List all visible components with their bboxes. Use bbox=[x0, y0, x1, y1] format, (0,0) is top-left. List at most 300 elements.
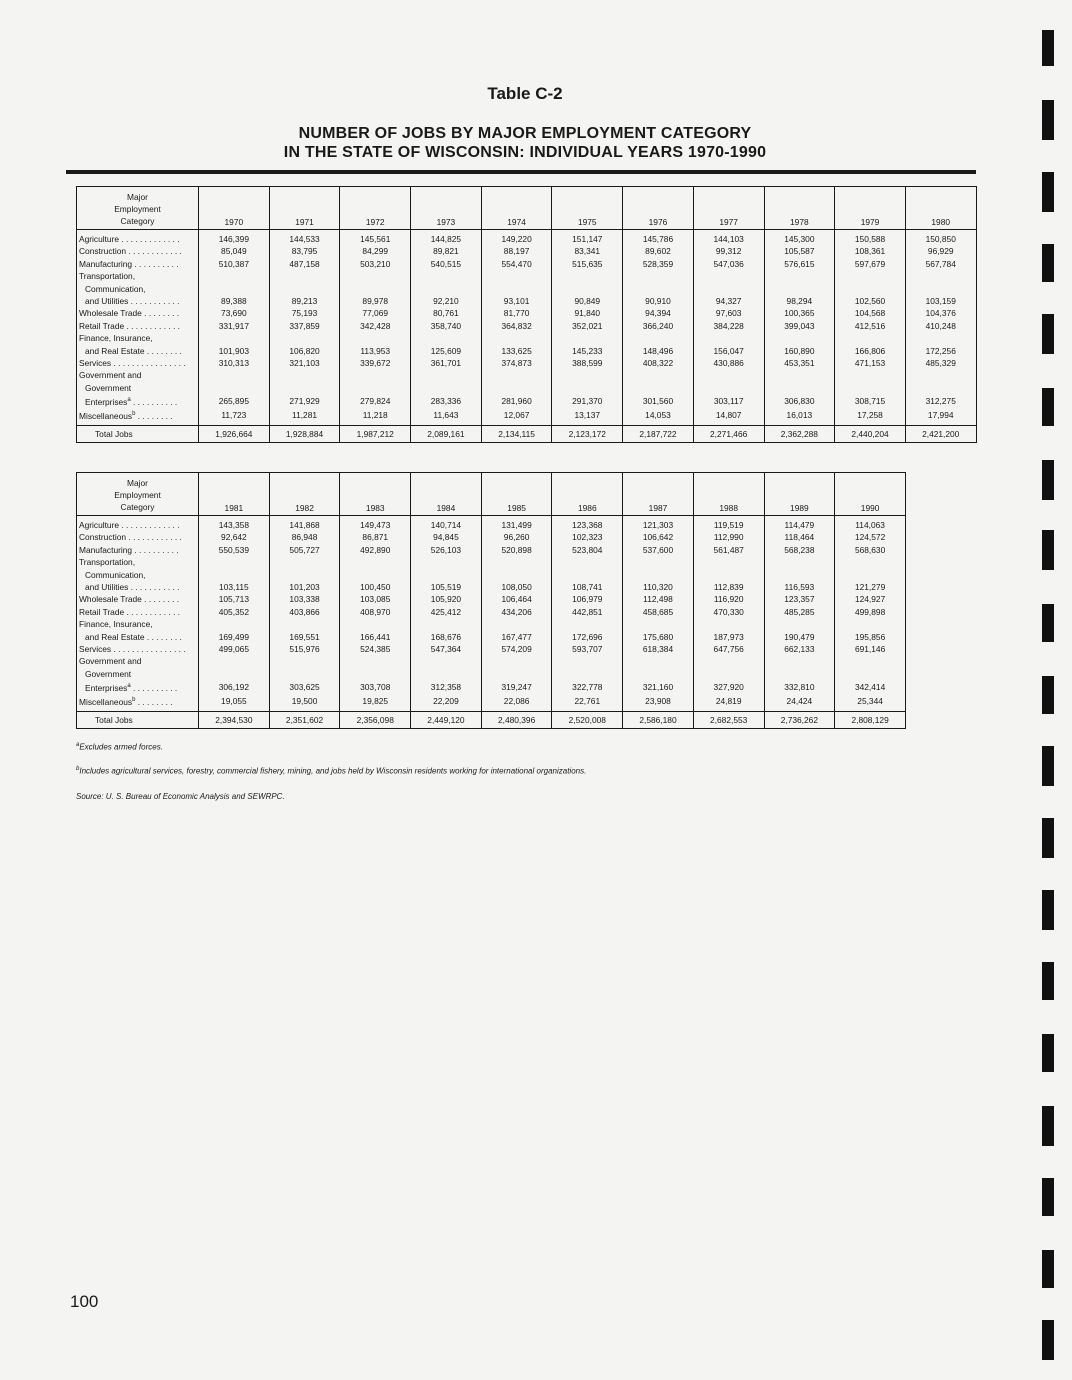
table-cell bbox=[835, 369, 906, 381]
table-cell: 322,778 bbox=[552, 680, 623, 694]
row-label bbox=[77, 258, 199, 270]
binder-tab bbox=[1042, 962, 1054, 1000]
footnote-b-text: Includes agricultural services, forestry, commercial fishery, mining, and jobs held by Wisconsin residents working for international organizations. bbox=[79, 766, 587, 776]
table-cell: 106,642 bbox=[623, 531, 694, 543]
table-cell bbox=[693, 369, 764, 381]
table-cell: 327,920 bbox=[693, 680, 764, 694]
table-cell: 408,322 bbox=[623, 357, 694, 369]
table-cell: 11,723 bbox=[199, 408, 270, 425]
total-cell: 2,089,161 bbox=[411, 425, 482, 442]
table-cell: 306,830 bbox=[764, 394, 835, 408]
table-cell: 425,412 bbox=[411, 606, 482, 618]
table-cell bbox=[835, 556, 906, 568]
table-cell: 306,192 bbox=[199, 680, 270, 694]
table-cell: 303,708 bbox=[340, 680, 411, 694]
table-cell: 80,761 bbox=[411, 307, 482, 319]
table-cell bbox=[269, 668, 340, 680]
table-cell bbox=[693, 556, 764, 568]
table-cell bbox=[481, 283, 552, 295]
table-cell: 430,886 bbox=[693, 357, 764, 369]
binder-tab bbox=[1042, 1034, 1054, 1072]
table-cell bbox=[199, 618, 270, 630]
row-label bbox=[77, 643, 199, 655]
table-cell: 143,358 bbox=[199, 516, 270, 532]
table-cell bbox=[269, 569, 340, 581]
table-cell: 303,625 bbox=[269, 680, 340, 694]
row-label bbox=[77, 369, 199, 381]
row-label bbox=[77, 270, 199, 282]
table-cell bbox=[411, 270, 482, 282]
table-cell: 412,516 bbox=[835, 320, 906, 332]
header-row bbox=[77, 473, 906, 516]
table-cell bbox=[481, 618, 552, 630]
table-cell: 405,352 bbox=[199, 606, 270, 618]
total-cell: 2,123,172 bbox=[552, 425, 623, 442]
footnote-ref: b bbox=[132, 697, 136, 704]
table-cell bbox=[481, 332, 552, 344]
year-header: 1970 bbox=[199, 187, 270, 230]
total-label: Total Jobs bbox=[77, 711, 199, 728]
table-cell: 83,341 bbox=[552, 245, 623, 257]
table-cell bbox=[481, 556, 552, 568]
binder-tab bbox=[1042, 100, 1054, 140]
table-cell: 25,344 bbox=[835, 694, 906, 711]
row-label-text: Government bbox=[85, 668, 132, 679]
table-title: Table C-2 bbox=[487, 84, 563, 103]
table-cell: 195,856 bbox=[835, 631, 906, 643]
table-cell: 105,519 bbox=[411, 581, 482, 593]
row-label bbox=[77, 655, 199, 667]
table-cell: 361,701 bbox=[411, 357, 482, 369]
table-row bbox=[77, 357, 977, 369]
year-header: 1972 bbox=[340, 187, 411, 230]
table-cell: 103,338 bbox=[269, 593, 340, 605]
row-label-text: Communication, bbox=[85, 569, 146, 580]
table-cell: 112,839 bbox=[693, 581, 764, 593]
year-header: 1973 bbox=[411, 187, 482, 230]
table-row bbox=[77, 283, 977, 295]
table-cell bbox=[481, 382, 552, 394]
table-cell: 22,209 bbox=[411, 694, 482, 711]
table-cell bbox=[764, 283, 835, 295]
source-note: Source: U. S. Bureau of Economic Analysis and SEWRPC. bbox=[76, 792, 285, 801]
year-header: 1971 bbox=[269, 187, 340, 230]
total-cell: 2,134,115 bbox=[481, 425, 552, 442]
table-cell: 567,784 bbox=[905, 258, 976, 270]
table-cell: 14,053 bbox=[623, 408, 694, 425]
table-row bbox=[77, 230, 977, 246]
table-cell: 116,593 bbox=[764, 581, 835, 593]
table-cell: 124,927 bbox=[835, 593, 906, 605]
table-row bbox=[77, 531, 906, 543]
table-cell: 169,499 bbox=[199, 631, 270, 643]
row-label bbox=[77, 320, 199, 332]
table-cell: 104,568 bbox=[835, 307, 906, 319]
table-cell: 150,850 bbox=[905, 230, 976, 246]
table-cell: 308,715 bbox=[835, 394, 906, 408]
table-cell: 303,117 bbox=[693, 394, 764, 408]
table-cell bbox=[481, 569, 552, 581]
table-cell: 17,258 bbox=[835, 408, 906, 425]
year-header: 1985 bbox=[481, 473, 552, 516]
table-cell: 102,323 bbox=[552, 531, 623, 543]
table-row bbox=[77, 593, 906, 605]
table-cell bbox=[340, 332, 411, 344]
row-label-text: Finance, Insurance, bbox=[79, 333, 153, 344]
table-cell: 283,336 bbox=[411, 394, 482, 408]
table-cell bbox=[199, 332, 270, 344]
table-cell: 102,560 bbox=[835, 295, 906, 307]
table-cell: 145,233 bbox=[552, 345, 623, 357]
total-cell: 2,351,602 bbox=[269, 711, 340, 728]
row-label bbox=[77, 295, 199, 307]
table-cell bbox=[481, 270, 552, 282]
table-cell: 168,676 bbox=[411, 631, 482, 643]
table-cell: 470,330 bbox=[693, 606, 764, 618]
total-row bbox=[77, 711, 906, 728]
table-cell bbox=[552, 332, 623, 344]
table-cell bbox=[764, 668, 835, 680]
total-cell: 2,480,396 bbox=[481, 711, 552, 728]
total-label: Total Jobs bbox=[77, 425, 199, 442]
table-cell bbox=[481, 655, 552, 667]
table-cell: 19,055 bbox=[199, 694, 270, 711]
table-cell: 576,615 bbox=[764, 258, 835, 270]
table-cell: 618,384 bbox=[623, 643, 694, 655]
table-cell: 321,103 bbox=[269, 357, 340, 369]
table-cell: 150,588 bbox=[835, 230, 906, 246]
table-row bbox=[77, 668, 906, 680]
table-cell: 515,976 bbox=[269, 643, 340, 655]
table-cell: 86,871 bbox=[340, 531, 411, 543]
table-cell: 166,806 bbox=[835, 345, 906, 357]
binder-tab bbox=[1042, 890, 1054, 930]
table-cell: 339,672 bbox=[340, 357, 411, 369]
table-cell: 364,832 bbox=[481, 320, 552, 332]
table-cell: 574,209 bbox=[481, 643, 552, 655]
table-cell bbox=[693, 270, 764, 282]
table-cell bbox=[835, 655, 906, 667]
table-cell: 144,533 bbox=[269, 230, 340, 246]
table-cell bbox=[411, 569, 482, 581]
table-cell bbox=[411, 332, 482, 344]
row-label-text: Retail Trade . . . . . . . . . . . . bbox=[79, 606, 180, 617]
table-cell bbox=[835, 668, 906, 680]
year-header: 1977 bbox=[693, 187, 764, 230]
table-cell bbox=[481, 369, 552, 381]
row-label bbox=[77, 631, 199, 643]
total-cell: 2,394,530 bbox=[199, 711, 270, 728]
table-cell bbox=[552, 668, 623, 680]
table-cell bbox=[340, 382, 411, 394]
table-cell bbox=[269, 618, 340, 630]
table-cell bbox=[411, 283, 482, 295]
table-cell: 93,101 bbox=[481, 295, 552, 307]
table-cell: 106,979 bbox=[552, 593, 623, 605]
table-cell bbox=[269, 369, 340, 381]
table-cell: 77,069 bbox=[340, 307, 411, 319]
table-cell: 352,021 bbox=[552, 320, 623, 332]
table-cell bbox=[905, 382, 976, 394]
table-cell bbox=[340, 556, 411, 568]
table-cell: 568,630 bbox=[835, 544, 906, 556]
table-cell: 492,890 bbox=[340, 544, 411, 556]
table-cell bbox=[340, 655, 411, 667]
row-label bbox=[77, 606, 199, 618]
category-header-line: Major bbox=[127, 478, 148, 488]
table-cell: 89,821 bbox=[411, 245, 482, 257]
table-cell: 145,561 bbox=[340, 230, 411, 246]
table-cell: 106,820 bbox=[269, 345, 340, 357]
table-cell: 505,727 bbox=[269, 544, 340, 556]
table-cell: 83,795 bbox=[269, 245, 340, 257]
table-cell: 89,388 bbox=[199, 295, 270, 307]
table-cell bbox=[905, 283, 976, 295]
table-cell: 96,929 bbox=[905, 245, 976, 257]
table-cell bbox=[481, 668, 552, 680]
table-cell: 503,210 bbox=[340, 258, 411, 270]
table-cell bbox=[623, 668, 694, 680]
table-cell bbox=[552, 569, 623, 581]
table-cell: 90,849 bbox=[552, 295, 623, 307]
table-cell: 11,218 bbox=[340, 408, 411, 425]
category-header-line: Employment bbox=[114, 490, 161, 500]
table-cell bbox=[199, 668, 270, 680]
table-cell bbox=[340, 668, 411, 680]
row-label-text: Government bbox=[85, 382, 132, 393]
table-cell: 99,312 bbox=[693, 245, 764, 257]
table-cell: 499,898 bbox=[835, 606, 906, 618]
header-row bbox=[77, 187, 977, 230]
table-cell: 485,329 bbox=[905, 357, 976, 369]
table-cell: 97,603 bbox=[693, 307, 764, 319]
jobs-table-1981-1990 bbox=[76, 472, 906, 729]
binder-tab bbox=[1042, 818, 1054, 858]
row-label bbox=[77, 516, 199, 532]
table-cell: 144,103 bbox=[693, 230, 764, 246]
table-cell bbox=[411, 618, 482, 630]
table-cell bbox=[835, 270, 906, 282]
table-cell: 190,479 bbox=[764, 631, 835, 643]
table-cell bbox=[269, 270, 340, 282]
table-cell: 81,770 bbox=[481, 307, 552, 319]
table-row bbox=[77, 270, 977, 282]
table-cell: 19,500 bbox=[269, 694, 340, 711]
table-cell: 89,978 bbox=[340, 295, 411, 307]
table-cell: 90,910 bbox=[623, 295, 694, 307]
row-label bbox=[77, 544, 199, 556]
table-cell: 14,807 bbox=[693, 408, 764, 425]
table-cell bbox=[623, 283, 694, 295]
total-cell: 2,271,466 bbox=[693, 425, 764, 442]
table-cell: 92,642 bbox=[199, 531, 270, 543]
table-cell: 106,464 bbox=[481, 593, 552, 605]
row-label bbox=[77, 531, 199, 543]
binder-tab bbox=[1042, 244, 1054, 282]
row-label bbox=[77, 394, 199, 408]
year-header: 1988 bbox=[693, 473, 764, 516]
table-cell: 112,498 bbox=[623, 593, 694, 605]
category-header-line: Employment bbox=[114, 204, 161, 214]
table-cell bbox=[199, 270, 270, 282]
footnote-ref: a bbox=[127, 397, 131, 404]
table-cell: 100,450 bbox=[340, 581, 411, 593]
table-cell bbox=[411, 556, 482, 568]
table-cell: 487,158 bbox=[269, 258, 340, 270]
table-cell: 442,851 bbox=[552, 606, 623, 618]
year-header: 1975 bbox=[552, 187, 623, 230]
row-label-text: Wholesale Trade . . . . . . . . bbox=[79, 594, 180, 605]
table-row bbox=[77, 332, 977, 344]
total-cell: 2,356,098 bbox=[340, 711, 411, 728]
table-cell: 384,228 bbox=[693, 320, 764, 332]
total-cell: 2,362,288 bbox=[764, 425, 835, 442]
table-cell: 124,572 bbox=[835, 531, 906, 543]
category-header-line: Category bbox=[120, 502, 155, 512]
table-cell: 410,248 bbox=[905, 320, 976, 332]
table-cell: 89,213 bbox=[269, 295, 340, 307]
table-cell: 358,740 bbox=[411, 320, 482, 332]
table-cell: 568,238 bbox=[764, 544, 835, 556]
footnote-b bbox=[76, 766, 586, 776]
table-cell: 291,370 bbox=[552, 394, 623, 408]
row-label-text: Enterprises bbox=[85, 397, 128, 408]
row-label-text: Services . . . . . . . . . . . . . . . . bbox=[79, 358, 186, 369]
table-cell bbox=[552, 369, 623, 381]
table-cell bbox=[693, 382, 764, 394]
leader-dots: . . . . . . . . . . bbox=[130, 683, 178, 694]
table-cell bbox=[411, 382, 482, 394]
row-label bbox=[77, 668, 199, 680]
table-cell: 166,441 bbox=[340, 631, 411, 643]
heading-line-2: IN THE STATE OF WISCONSIN: INDIVIDUAL YEARS 1970-1990 bbox=[283, 144, 767, 161]
table-cell bbox=[552, 655, 623, 667]
footnote-ref: a bbox=[127, 683, 131, 690]
table-cell: 119,519 bbox=[693, 516, 764, 532]
row-label-text: and Real Estate . . . . . . . . bbox=[85, 345, 182, 356]
table-cell bbox=[623, 369, 694, 381]
table-cell bbox=[905, 369, 976, 381]
total-cell: 2,808,129 bbox=[835, 711, 906, 728]
row-label bbox=[77, 357, 199, 369]
row-label-text: Wholesale Trade . . . . . . . . bbox=[79, 308, 180, 319]
table-cell: 114,479 bbox=[764, 516, 835, 532]
leader-dots: . . . . . . . . bbox=[135, 411, 173, 422]
total-cell: 2,520,008 bbox=[552, 711, 623, 728]
table-cell bbox=[623, 569, 694, 581]
table-cell bbox=[623, 556, 694, 568]
table-cell bbox=[269, 332, 340, 344]
table-cell: 321,160 bbox=[623, 680, 694, 694]
table-cell: 145,786 bbox=[623, 230, 694, 246]
table-cell bbox=[835, 332, 906, 344]
table-cell: 550,539 bbox=[199, 544, 270, 556]
row-label bbox=[77, 382, 199, 394]
year-header: 1982 bbox=[269, 473, 340, 516]
binder-tab bbox=[1042, 676, 1054, 714]
table-cell bbox=[693, 283, 764, 295]
table-cell: 103,159 bbox=[905, 295, 976, 307]
table-cell: 101,903 bbox=[199, 345, 270, 357]
table-cell bbox=[905, 332, 976, 344]
table-cell: 133,625 bbox=[481, 345, 552, 357]
table-cell bbox=[269, 655, 340, 667]
table-row bbox=[77, 544, 906, 556]
table-cell: 515,635 bbox=[552, 258, 623, 270]
category-header bbox=[77, 473, 199, 516]
total-cell: 2,736,262 bbox=[764, 711, 835, 728]
table-cell: 104,376 bbox=[905, 307, 976, 319]
table-cell: 597,679 bbox=[835, 258, 906, 270]
table-cell: 485,285 bbox=[764, 606, 835, 618]
table-row bbox=[77, 394, 977, 408]
table-cell bbox=[835, 618, 906, 630]
table-cell: 100,365 bbox=[764, 307, 835, 319]
table-cell bbox=[764, 382, 835, 394]
table-cell: 108,050 bbox=[481, 581, 552, 593]
binder-tab bbox=[1042, 1106, 1054, 1146]
table-row bbox=[77, 408, 977, 425]
row-label-text: and Real Estate . . . . . . . . bbox=[85, 631, 182, 642]
table-cell: 110,320 bbox=[623, 581, 694, 593]
row-label bbox=[77, 245, 199, 257]
table-cell: 265,895 bbox=[199, 394, 270, 408]
binder-tab bbox=[1042, 388, 1054, 426]
table-cell bbox=[835, 382, 906, 394]
row-label-text: Services . . . . . . . . . . . . . . . . bbox=[79, 644, 186, 655]
table-cell: 125,609 bbox=[411, 345, 482, 357]
table-cell: 148,496 bbox=[623, 345, 694, 357]
table-row bbox=[77, 382, 977, 394]
year-header: 1981 bbox=[199, 473, 270, 516]
table-row bbox=[77, 320, 977, 332]
binder-tab bbox=[1042, 30, 1054, 66]
table-cell: 141,868 bbox=[269, 516, 340, 532]
table-row bbox=[77, 295, 977, 307]
total-cell: 2,586,180 bbox=[623, 711, 694, 728]
table-cell: 271,929 bbox=[269, 394, 340, 408]
leader-dots: . . . . . . . . bbox=[135, 697, 173, 708]
table-cell: 310,313 bbox=[199, 357, 270, 369]
table-cell bbox=[623, 332, 694, 344]
table-cell bbox=[199, 283, 270, 295]
table-cell: 453,351 bbox=[764, 357, 835, 369]
year-header: 1974 bbox=[481, 187, 552, 230]
table-cell: 146,399 bbox=[199, 230, 270, 246]
table-cell: 537,600 bbox=[623, 544, 694, 556]
heading-rule bbox=[66, 170, 976, 174]
total-row bbox=[77, 425, 977, 442]
table-cell bbox=[623, 618, 694, 630]
total-cell: 2,440,204 bbox=[835, 425, 906, 442]
row-label-text: Finance, Insurance, bbox=[79, 619, 153, 630]
binder-tab bbox=[1042, 1178, 1054, 1216]
table-cell: 458,685 bbox=[623, 606, 694, 618]
table-cell bbox=[199, 369, 270, 381]
row-label bbox=[77, 694, 199, 711]
table-row bbox=[77, 245, 977, 257]
table-cell: 108,361 bbox=[835, 245, 906, 257]
table-cell bbox=[693, 332, 764, 344]
table-cell: 691,146 bbox=[835, 643, 906, 655]
table-cell: 145,300 bbox=[764, 230, 835, 246]
table-cell: 399,043 bbox=[764, 320, 835, 332]
table-cell bbox=[411, 369, 482, 381]
category-header-line: Major bbox=[127, 192, 148, 202]
table-cell bbox=[693, 655, 764, 667]
row-label-text: Government and bbox=[79, 656, 142, 667]
table-row bbox=[77, 516, 906, 532]
